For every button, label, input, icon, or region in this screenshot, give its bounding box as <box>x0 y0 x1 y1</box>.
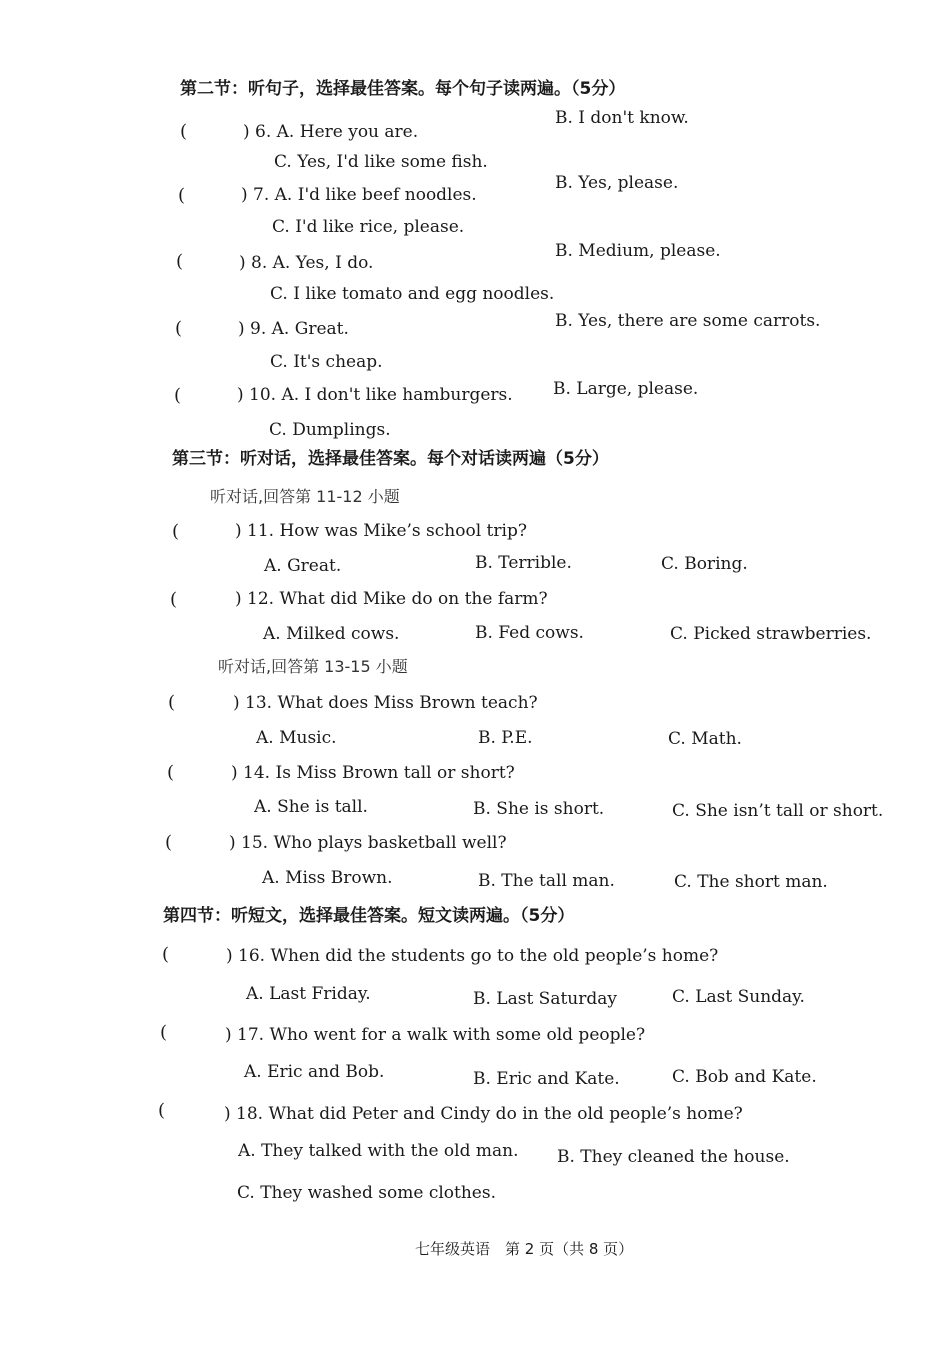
q8-option-c: C. I like tomato and egg noodles. <box>270 284 555 304</box>
answer-paren: ( <box>176 251 184 272</box>
q11-option-c: C. Boring. <box>661 554 748 574</box>
q13-option-a: A. Music. <box>256 728 337 748</box>
q13-option-c: C. Math. <box>668 729 742 749</box>
q17-option-c: C. Bob and Kate. <box>672 1067 817 1087</box>
q9-option-c: C. It's cheap. <box>270 352 383 372</box>
q16-option-a: A. Last Friday. <box>246 984 371 1004</box>
q11-option-a: A. Great. <box>264 556 342 576</box>
q18-option-c: C. They washed some clothes. <box>237 1183 496 1203</box>
section-3-subheading: 听对话,回答第 13-15 小题 <box>218 657 408 676</box>
q15-option-b: B. The tall man. <box>478 871 615 891</box>
q17-option-a: A. Eric and Bob. <box>244 1062 385 1082</box>
page-footer: 七年级英语 第 2 页（共 8 页） <box>415 1240 634 1258</box>
q11-option-b: B. Terrible. <box>475 553 572 573</box>
q12-option-a: A. Milked cows. <box>263 624 400 644</box>
q7-option-c: C. I'd like rice, please. <box>272 217 465 237</box>
q9-option-b: B. Yes, there are some carrots. <box>555 311 821 331</box>
q16-option-c: C. Last Sunday. <box>672 987 805 1007</box>
q13-stem: ) 13. What does Miss Brown teach? <box>233 693 538 713</box>
q10-stem: ) 10. A. I don't like hamburgers. <box>237 385 513 405</box>
q10-option-b: B. Large, please. <box>553 379 699 399</box>
q12-option-c: C. Picked strawberries. <box>670 624 872 644</box>
answer-paren: ( <box>180 121 188 142</box>
q9-stem: ) 9. A. Great. <box>238 319 349 339</box>
q18-stem: ) 18. What did Peter and Cindy do in the old people’s home? <box>224 1104 743 1124</box>
answer-paren: ( <box>178 185 186 206</box>
answer-paren: ( <box>170 589 178 610</box>
q10-option-c: C. Dumplings. <box>269 420 391 440</box>
q15-option-c: C. The short man. <box>674 872 828 892</box>
q8-option-b: B. Medium, please. <box>555 241 721 261</box>
q14-option-a: A. She is tall. <box>254 797 368 817</box>
section-3-subheading: 听对话,回答第 11-12 小题 <box>210 487 400 506</box>
q18-option-b: B. They cleaned the house. <box>557 1147 790 1167</box>
q7-option-b: B. Yes, please. <box>555 173 679 193</box>
q14-option-c: C. She isn’t tall or short. <box>672 801 884 821</box>
section-3-header: 第三节：听对话，选择最佳答案。每个对话读两遍（5分） <box>172 449 609 469</box>
q12-option-b: B. Fed cows. <box>475 623 584 643</box>
answer-paren: ( <box>160 1022 168 1043</box>
q6-option-c: C. Yes, I'd like some fish. <box>274 152 488 172</box>
q12-stem: ) 12. What did Mike do on the farm? <box>235 589 548 609</box>
q13-option-b: B. P.E. <box>478 728 533 748</box>
q7-stem: ) 7. A. I'd like beef noodles. <box>241 185 477 205</box>
answer-paren: ( <box>165 832 173 853</box>
q16-stem: ) 16. When did the students go to the old people’s home? <box>226 946 719 966</box>
q14-option-b: B. She is short. <box>473 799 605 819</box>
answer-paren: ( <box>172 521 180 542</box>
section-2-header: 第二节：听句子，选择最佳答案。每个句子读两遍。（5分） <box>180 79 626 99</box>
answer-paren: ( <box>167 762 175 783</box>
q6-stem: ) 6. A. Here you are. <box>243 122 419 142</box>
answer-paren: ( <box>175 318 183 339</box>
q6-option-b: B. I don't know. <box>555 108 689 128</box>
q15-option-a: A. Miss Brown. <box>262 868 393 888</box>
q8-stem: ) 8. A. Yes, I do. <box>239 253 374 273</box>
q11-stem: ) 11. How was Mike’s school trip? <box>235 521 527 541</box>
q16-option-b: B. Last Saturday <box>473 989 617 1009</box>
q17-option-b: B. Eric and Kate. <box>473 1069 620 1089</box>
answer-paren: ( <box>174 385 182 406</box>
q15-stem: ) 15. Who plays basketball well? <box>229 833 507 853</box>
q17-stem: ) 17. Who went for a walk with some old people? <box>225 1025 646 1045</box>
q18-option-a: A. They talked with the old man. <box>238 1141 519 1161</box>
section-4-header: 第四节：听短文，选择最佳答案。短文读两遍。（5分） <box>163 906 575 926</box>
answer-paren: ( <box>168 692 176 713</box>
answer-paren: ( <box>162 944 170 965</box>
answer-paren: ( <box>158 1100 166 1121</box>
q14-stem: ) 14. Is Miss Brown tall or short? <box>231 763 515 783</box>
